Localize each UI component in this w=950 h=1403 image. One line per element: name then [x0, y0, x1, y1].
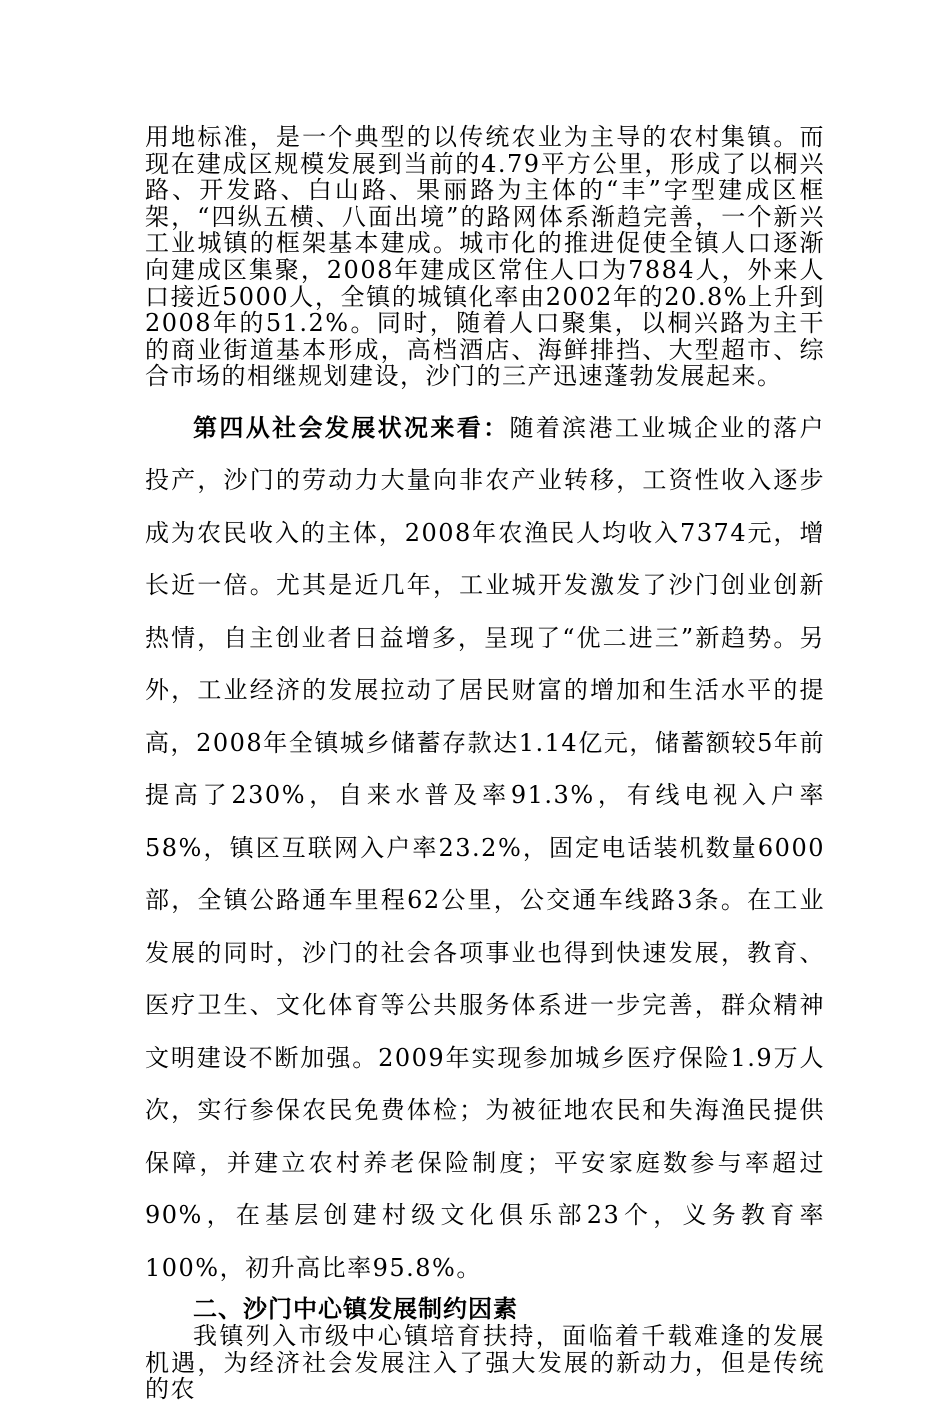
- paragraph-lead-heading: 第四从社会发展状况来看：: [193, 413, 510, 442]
- paragraph-body-text: 随着滨港工业城企业的落户投产，沙门的劳动力大量向非农产业转移，工资性收入逐步成为农民收入的主体，2008年农渔民人均收入7374元，增长近一倍。尤其是近几年，工业城开发激发了沙门创业创新热情，自主创业者日益增多，呈现了“优二进三”新趋势。另外，工业经济的发展拉动了居民财富的增加和生活水平的提高，2008年全镇城乡储蓄存款达1.14亿元，储蓄额较5年前提高了230%，自来水普及率91.3%，有线电视入户率58%，镇区互联网入户率23.2%，固定电话装机数量6000部，全镇公路通车里程62公里，公交通车线路3条。在工业发展的同时，沙门的社会各项事业也得到快速发展，教育、医疗卫生、文化体育等公共服务体系进一步完善，群众精神文明建设不断加强。2009年实现参加城乡医疗保险1.9万人次，实行参保农民免费体检；为被征地农民和失海渔民提供保障，并建立农村养老保险制度；平安家庭数参与率超过90%，在基层创建村级文化俱乐部23个，义务教育率100%，初升高比率95.8%。: [145, 413, 826, 1282]
- social-development-paragraph: [145, 402, 825, 1295]
- section-heading: 二、沙门中心镇发展制约因素: [193, 1295, 518, 1324]
- body-paragraph-continued: 我镇列入市级中心镇培育扶持，面临着千载难逢的发展机遇，为经济社会发展注入了强大发展的新动力，但是传统的农: [145, 1322, 825, 1403]
- document-page: [145, 124, 825, 1403]
- body-paragraph: 用地标准，是一个典型的以传统农业为主导的农村集镇。而现在建成区规模发展到当前的4.79平方公里，形成了以桐兴路、开发路、白山路、果丽路为主体的“丰”字型建成区框架，“四纵五横、八面出境”的路网体系渐趋完善，一个新兴工业城镇的框架基本建成。城市化的推进促使全镇人口逐渐向建成区集聚，2008年建成区常住人口为7884人，外来人口接近5000人，全镇的城镇化率由2002年的20.8%上升到2008年的51.2%。同时，随着人口聚集，以桐兴路为主干的商业街道基本形成，高档酒店、海鲜排挡、大型超市、综合市场的相继规划建设，沙门的三产迅速蓬勃发展起来。: [145, 123, 825, 391]
